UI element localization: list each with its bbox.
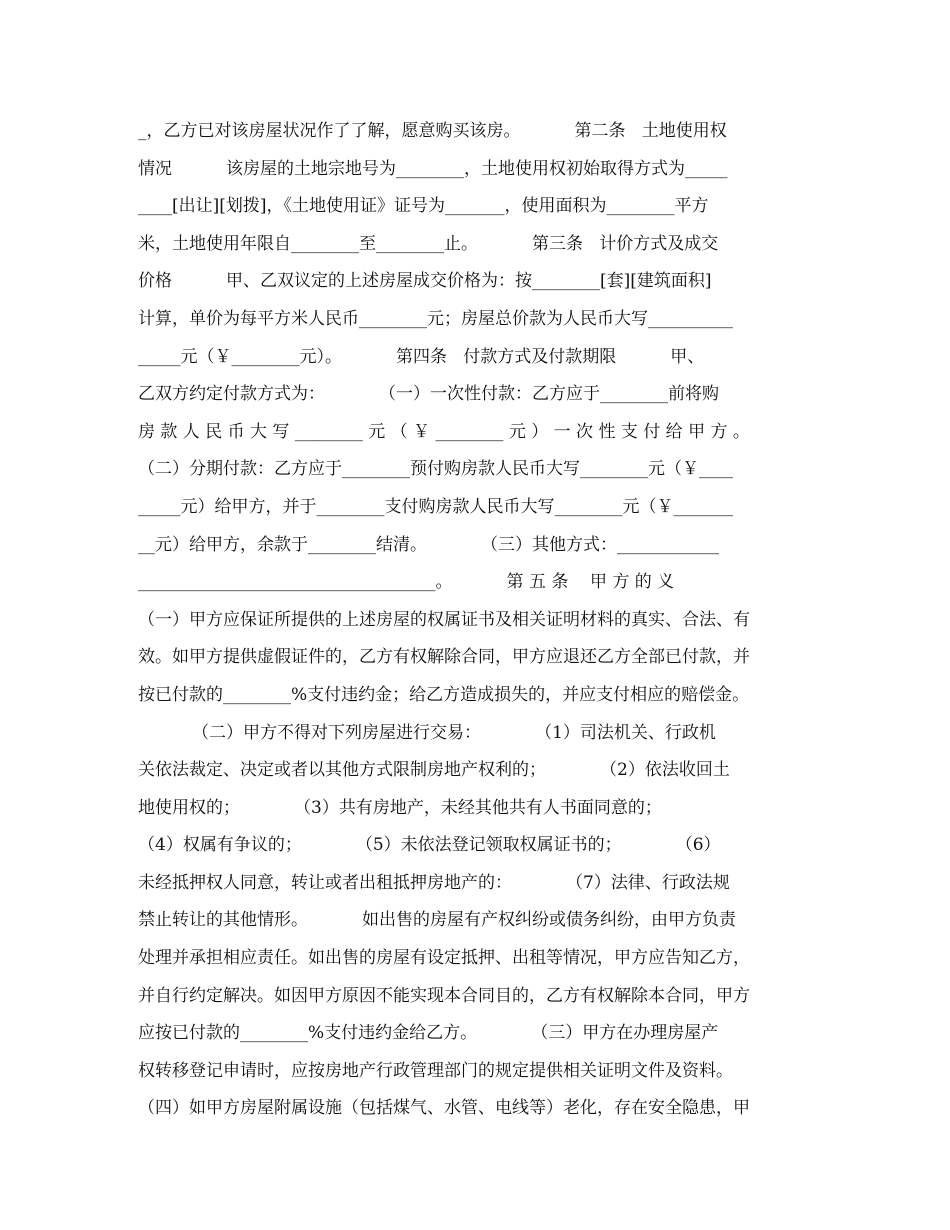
text-line: 按已付款的________%支付违约金；给乙方造成损失的，并应支付相应的赔偿金。	[138, 684, 750, 705]
text-line: _____元）给甲方，并于________支付购房款人民币大写________元（￥_______	[138, 496, 733, 517]
text-line: _，乙方已对该房屋状况作了了解，愿意购买该房。 第二条 土地使用权	[138, 121, 727, 141]
text-line: 权转移登记申请时，应按房地产行政管理部门的规定提供相关证明文件及资料。	[138, 1060, 733, 1081]
text-line: 处理并承担相应责任。如出售的房屋有设定抵押、出租等情况，甲方应告知乙方，	[138, 948, 750, 969]
text-line: _____元（￥________元）。 第四条 付款方式及付款期限 甲、	[138, 346, 705, 367]
text-line: __元）给甲方，余款于________结清。 （三）其他方式：____________	[138, 534, 720, 555]
text-line: 效。如甲方提供虚假证件的，乙方有权解除合同，甲方应退还乙方全部已付款，并	[138, 647, 750, 668]
text-line: 乙双方约定付款方式为： （一）一次性付款：乙方应于________前将购	[138, 384, 720, 405]
text-line: （四）如甲方房屋附属设施（包括煤气、水管、电线等）老化，存在安全隐患，甲	[138, 1098, 750, 1119]
text-line: （二）甲方不得对下列房屋进行交易： （1）司法机关、行政机	[138, 722, 716, 743]
text-line: 应按已付款的________%支付违约金给乙方。 （三）甲方在办理房屋产	[138, 1023, 719, 1044]
text-line: 价格 甲、乙双议定的上述房屋成交价格为：按________[套][建筑面积]	[138, 271, 712, 292]
text-line: 计算，单价为每平方米人民币________元；房屋总价款为人民币大写__________	[138, 308, 733, 329]
text-line: 禁止转让的其他情形。 如出售的房屋有产权纠纷或债务纠纷，由甲方负责	[138, 910, 737, 931]
text-line: 地使用权的； （3）共有房地产，未经其他共有人书面同意的；	[138, 797, 662, 818]
text-line: 并自行约定解决。如因甲方原因不能实现本合同目的，乙方有权解除本合同，甲方	[138, 985, 750, 1006]
contract-body	[138, 116, 818, 1131]
text-line: （4）权属有争议的； （5）未依法登记领取权属证书的； （6）	[138, 835, 721, 856]
text-line: 情况 该房屋的土地宗地号为________，土地使用权初始取得方式为_____	[138, 158, 728, 179]
text-line: 米，土地使用年限自________至________止。 第三条 计价方式及成交	[138, 233, 719, 254]
text-line: 未经抵押权人同意，转让或者出租抵押房地产的： （7）法律、行政法规	[138, 872, 730, 893]
text-line: 房 款 人 民 币 大 写 ________ 元 （ ￥ ________ 元 ） 一 次 性 支 付 给 甲 方 。	[138, 421, 750, 442]
text-line: （一）甲方应保证所提供的上述房屋的权属证书及相关证明材料的真实、合法、有	[138, 609, 750, 630]
text-line: 关依法裁定、决定或者以其他方式限制房地产权利的； （2）依法收回土	[138, 760, 730, 781]
text-line: ____[出让][划拨]，《土地使用证》证号为_______，使用面积为________平方	[138, 196, 709, 217]
text-line: （二）分期付款：乙方应于________预付购房款人民币大写________元（￥____	[138, 459, 733, 480]
text-line: ___________________________________。 第 五 条 甲 方 的 义	[138, 572, 675, 593]
